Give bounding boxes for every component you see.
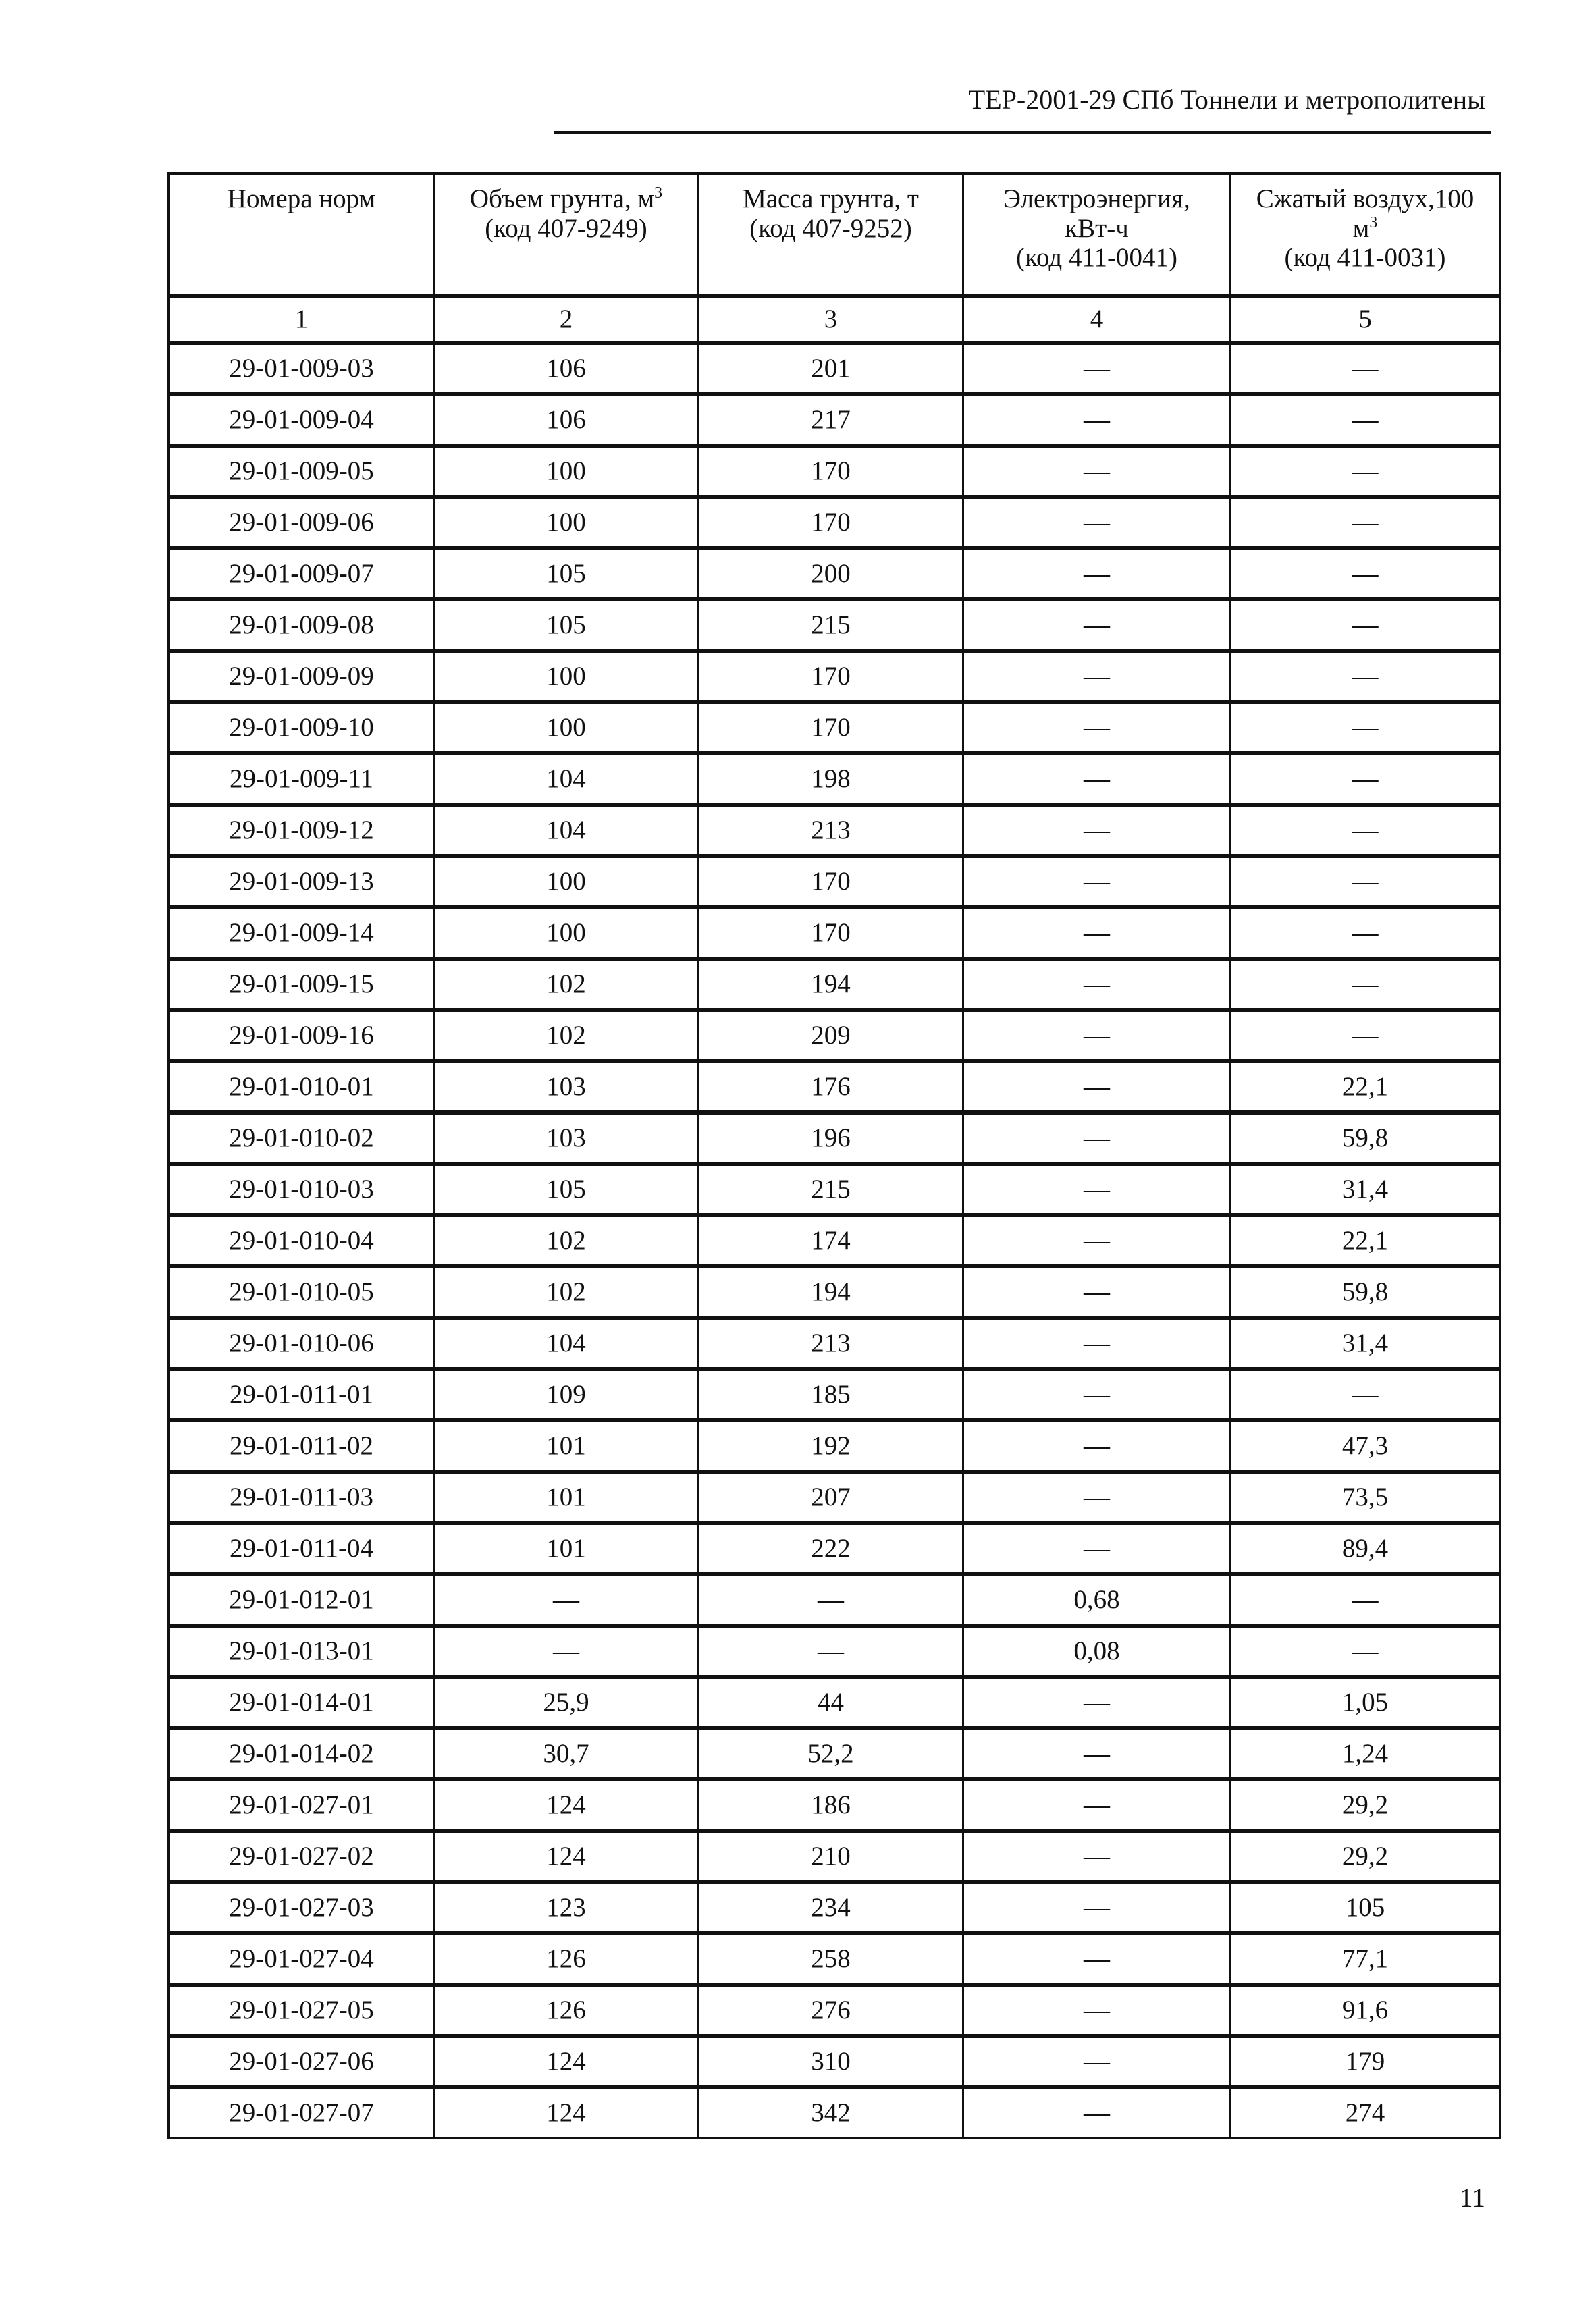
table-cell: — <box>964 1268 1231 1320</box>
table-cell: 29-01-011-04 <box>170 1525 435 1576</box>
table-row <box>170 1833 1499 1884</box>
table-cell: 104 <box>435 755 699 807</box>
table-cell: 170 <box>699 499 964 550</box>
table-cell: 170 <box>699 448 964 499</box>
table-cell: 207 <box>699 1474 964 1525</box>
column-header-electricity <box>964 175 1231 298</box>
table-cell: 0,08 <box>964 1628 1231 1679</box>
table-cell: — <box>964 1012 1231 1063</box>
table-row <box>170 1115 1499 1166</box>
table-cell: 342 <box>699 2089 964 2137</box>
table-cell: 102 <box>435 1217 699 1268</box>
table-cell: 29-01-009-16 <box>170 1012 435 1063</box>
table-cell: 29-01-027-01 <box>170 1781 435 1833</box>
table-row <box>170 704 1499 755</box>
table-cell: — <box>964 448 1231 499</box>
table-cell: 29-01-010-02 <box>170 1115 435 1166</box>
table-cell: 29-01-009-10 <box>170 704 435 755</box>
table-cell: 124 <box>435 2038 699 2089</box>
table-cell: — <box>964 807 1231 858</box>
table-cell: 217 <box>699 396 964 448</box>
table-cell: 29-01-013-01 <box>170 1628 435 1679</box>
table-row <box>170 396 1499 448</box>
table-row <box>170 1268 1499 1320</box>
table-cell: 29-01-009-06 <box>170 499 435 550</box>
table-cell: 100 <box>435 704 699 755</box>
table-cell: — <box>964 1884 1231 1935</box>
table-cell: 25,9 <box>435 1679 699 1730</box>
table-cell: — <box>964 1781 1231 1833</box>
table-cell: — <box>435 1576 699 1628</box>
table-cell: — <box>1231 961 1499 1012</box>
column-number: 1 <box>170 298 435 345</box>
table-cell: 170 <box>699 858 964 909</box>
table-cell: — <box>964 858 1231 909</box>
table-row <box>170 1884 1499 1935</box>
table-cell: 196 <box>699 1115 964 1166</box>
table-row <box>170 1987 1499 2038</box>
table-row <box>170 858 1499 909</box>
table-cell: — <box>964 961 1231 1012</box>
table-cell: — <box>964 1474 1231 1525</box>
table-row <box>170 1217 1499 1268</box>
table-cell: — <box>964 653 1231 704</box>
table-cell: 103 <box>435 1115 699 1166</box>
table-cell: 101 <box>435 1422 699 1474</box>
table-row <box>170 1935 1499 1987</box>
table-cell: — <box>1231 345 1499 396</box>
table-cell: 124 <box>435 1833 699 1884</box>
table-cell: — <box>1231 1628 1499 1679</box>
table-cell: 89,4 <box>1231 1525 1499 1576</box>
page-number: 11 <box>1459 2182 1485 2213</box>
table-cell: 52,2 <box>699 1730 964 1781</box>
table-row <box>170 345 1499 396</box>
table-cell: — <box>964 499 1231 550</box>
table-cell: 77,1 <box>1231 1935 1499 1987</box>
column-header-line: (код 407-9252) <box>749 213 912 243</box>
table-cell: — <box>1231 807 1499 858</box>
table-cell: — <box>1231 550 1499 601</box>
table-cell: 0,68 <box>964 1576 1231 1628</box>
table-row <box>170 2038 1499 2089</box>
table-cell: 102 <box>435 1268 699 1320</box>
table-cell: 31,4 <box>1231 1166 1499 1217</box>
table-cell: 29-01-009-14 <box>170 909 435 961</box>
table-row <box>170 1012 1499 1063</box>
table-cell: 29-01-027-04 <box>170 1935 435 1987</box>
table-cell: — <box>964 1987 1231 2038</box>
table-cell: 104 <box>435 1320 699 1371</box>
table-cell: 73,5 <box>1231 1474 1499 1525</box>
table-cell: 106 <box>435 345 699 396</box>
table-row <box>170 1730 1499 1781</box>
table-cell: 100 <box>435 448 699 499</box>
table-row <box>170 1576 1499 1628</box>
table-cell: 100 <box>435 909 699 961</box>
table-cell: 30,7 <box>435 1730 699 1781</box>
table-row <box>170 961 1499 1012</box>
table-cell: 29-01-027-06 <box>170 2038 435 2089</box>
table-row <box>170 1525 1499 1576</box>
norms-table <box>167 172 1501 2139</box>
table-cell: — <box>964 601 1231 653</box>
table-cell: 310 <box>699 2038 964 2089</box>
column-number: 5 <box>1231 298 1499 345</box>
column-header-line: кВт-ч <box>1065 213 1129 243</box>
table-cell: 44 <box>699 1679 964 1730</box>
table-cell: 209 <box>699 1012 964 1063</box>
table-row <box>170 550 1499 601</box>
table-cell: 198 <box>699 755 964 807</box>
table-cell: 29-01-009-15 <box>170 961 435 1012</box>
table-cell: — <box>964 1115 1231 1166</box>
table-cell: 274 <box>1345 2097 1385 2127</box>
table-cell: 29-01-027-03 <box>170 1884 435 1935</box>
table-cell: 109 <box>435 1371 699 1422</box>
table-cell: 22,1 <box>1231 1063 1499 1115</box>
table-cell: 29-01-010-05 <box>170 1268 435 1320</box>
table-cell: 194 <box>699 1268 964 1320</box>
column-header-line: Сжатый воздух,100 <box>1256 184 1474 213</box>
table-cell: 201 <box>699 345 964 396</box>
table-cell: — <box>1231 909 1499 961</box>
table-cell: — <box>1231 499 1499 550</box>
column-number: 3 <box>699 298 964 345</box>
table-cell: 59,8 <box>1231 1268 1499 1320</box>
table-cell: — <box>699 1576 964 1628</box>
table-cell: 29-01-009-12 <box>170 807 435 858</box>
table-cell: 170 <box>699 653 964 704</box>
document-header: ТЕР-2001-29 СПб Тоннели и метрополитены <box>968 84 1485 115</box>
table-cell: 29,2 <box>1231 1781 1499 1833</box>
table-cell: 210 <box>699 1833 964 1884</box>
table-cell: — <box>1231 653 1499 704</box>
table-cell: 91,6 <box>1231 1987 1499 2038</box>
table-cell: 29-01-009-03 <box>170 345 435 396</box>
table-cell: — <box>964 1730 1231 1781</box>
table-cell: 185 <box>699 1371 964 1422</box>
table-cell: 29-01-010-04 <box>170 1217 435 1268</box>
table-cell: — <box>1231 1576 1499 1628</box>
table-cell: 215 <box>699 1166 964 1217</box>
table-cell: 100 <box>435 499 699 550</box>
column-header-line: Масса грунта, т <box>743 184 919 213</box>
table-body <box>170 345 1499 2137</box>
table-cell: — <box>699 1628 964 1679</box>
table-cell: — <box>1231 448 1499 499</box>
table-cell: 29-01-010-01 <box>170 1063 435 1115</box>
table-cell: — <box>1231 1371 1499 1422</box>
table-cell: — <box>1231 858 1499 909</box>
table-cell: 1,24 <box>1231 1730 1499 1781</box>
table-cell: 222 <box>699 1525 964 1576</box>
table-cell: 1,05 <box>1231 1679 1499 1730</box>
table-cell: — <box>1231 704 1499 755</box>
table-cell: 29-01-027-02 <box>170 1833 435 1884</box>
table-cell: 29-01-009-04 <box>170 396 435 448</box>
column-header-line: (код 411-0041) <box>1016 243 1177 273</box>
column-header-line: (код 411-0031) <box>1284 243 1446 273</box>
table-cell: 29-01-011-02 <box>170 1422 435 1474</box>
table-cell: — <box>964 550 1231 601</box>
table-cell: 194 <box>699 961 964 1012</box>
table-row <box>170 755 1499 807</box>
table-cell: — <box>964 345 1231 396</box>
table-cell: 29-01-011-03 <box>170 1474 435 1525</box>
table-cell: 29-01-009-09 <box>170 653 435 704</box>
table-cell: 29-01-010-03 <box>170 1166 435 1217</box>
table-cell: 103 <box>435 1063 699 1115</box>
table-row <box>170 909 1499 961</box>
table-row <box>170 1063 1499 1115</box>
column-header-norm-numbers <box>170 175 435 298</box>
table-row <box>170 499 1499 550</box>
table-cell: 213 <box>699 807 964 858</box>
table-cell: 29-01-014-02 <box>170 1730 435 1781</box>
table-row <box>170 1679 1499 1730</box>
table-cell: — <box>964 1833 1231 1884</box>
table-row <box>170 1628 1499 1679</box>
table-cell: 200 <box>699 550 964 601</box>
table-cell: 124 <box>435 1781 699 1833</box>
table-row <box>170 653 1499 704</box>
table-cell: — <box>1231 601 1499 653</box>
column-header-compressed-air <box>1231 175 1499 298</box>
table-cell: 101 <box>435 1474 699 1525</box>
column-header-line: $м^3$ <box>1352 213 1378 243</box>
table-cell: — <box>964 1679 1231 1730</box>
table-cell: 29-01-009-11 <box>170 755 435 807</box>
table-cell: 105 <box>1231 1884 1499 1935</box>
table-cell: 29-01-009-05 <box>170 448 435 499</box>
table-cell: 192 <box>699 1422 964 1474</box>
table-row <box>170 1371 1499 1422</box>
column-header-line: (код 407-9249) <box>485 213 647 243</box>
table-cell: 176 <box>699 1063 964 1115</box>
table-row <box>170 1422 1499 1474</box>
table-cell: 29-01-012-01 <box>170 1576 435 1628</box>
column-number: 2 <box>435 298 699 345</box>
table-cell: 29-01-027-05 <box>170 1987 435 2038</box>
table-cell: — <box>435 1628 699 1679</box>
table-cell: 105 <box>435 1166 699 1217</box>
table-cell: — <box>964 1063 1231 1115</box>
column-number: 4 <box>964 298 1231 345</box>
column-header-line: Номера норм <box>227 184 376 213</box>
table-cell: — <box>964 1371 1231 1422</box>
table-cell: 29-01-009-08 <box>170 601 435 653</box>
table-cell: — <box>964 1935 1231 1987</box>
table-cell: — <box>1231 1012 1499 1063</box>
table-cell: 100 <box>435 653 699 704</box>
column-header-line: Объем грунта, $м^3$ <box>469 184 663 213</box>
table-cell: 29-01-009-13 <box>170 858 435 909</box>
table-cell: 174 <box>699 1217 964 1268</box>
table-cell: 105 <box>435 601 699 653</box>
table-cell: — <box>964 1217 1231 1268</box>
table-cell: 102 <box>435 961 699 1012</box>
table-cell: — <box>1231 755 1499 807</box>
table-header-row <box>170 175 1499 298</box>
table-cell: 215 <box>699 601 964 653</box>
table-row <box>170 601 1499 653</box>
table-cell: — <box>964 2089 1231 2137</box>
table-cell: — <box>964 396 1231 448</box>
table-row <box>170 1474 1499 1525</box>
column-header-soil-volume <box>435 175 699 298</box>
table-cell: — <box>964 2038 1231 2089</box>
column-number-row <box>170 298 1499 345</box>
table-cell: 126 <box>435 1935 699 1987</box>
norms-table-container <box>167 172 1496 2139</box>
table-cell: 29-01-009-07 <box>170 550 435 601</box>
header-rule <box>554 131 1491 134</box>
table-cell: 100 <box>435 858 699 909</box>
table-cell: — <box>964 755 1231 807</box>
table-cell: 59,8 <box>1231 1115 1499 1166</box>
table-cell: 258 <box>699 1935 964 1987</box>
table-cell: 31,4 <box>1231 1320 1499 1371</box>
table-cell: 29,2 <box>1231 1833 1499 1884</box>
table-row <box>170 1320 1499 1371</box>
table-row <box>170 1781 1499 1833</box>
column-header-line: Электроэнергия, <box>1003 184 1190 213</box>
table-cell: 101 <box>435 1525 699 1576</box>
table-cell: 234 <box>699 1884 964 1935</box>
table-cell: 47,3 <box>1231 1422 1499 1474</box>
table-row <box>170 448 1499 499</box>
table-cell: — <box>964 1166 1231 1217</box>
table-cell: 104 <box>435 807 699 858</box>
table-cell: 106 <box>435 396 699 448</box>
table-cell: 29-01-027-07 <box>170 2089 435 2137</box>
table-cell: 105 <box>435 550 699 601</box>
table-cell: 123 <box>435 1884 699 1935</box>
table-cell: — <box>964 704 1231 755</box>
table-cell: — <box>964 1320 1231 1371</box>
table-cell: — <box>964 909 1231 961</box>
table-cell: 276 <box>699 1987 964 2038</box>
table-row <box>170 2089 1499 2137</box>
table-cell: 213 <box>699 1320 964 1371</box>
table-cell: 186 <box>699 1781 964 1833</box>
table-row <box>170 807 1499 858</box>
table-cell: 29-01-011-01 <box>170 1371 435 1422</box>
table-cell: 29-01-010-06 <box>170 1320 435 1371</box>
table-cell: 29-01-014-01 <box>170 1679 435 1730</box>
table-cell: 102 <box>435 1012 699 1063</box>
table-cell: 22,1 <box>1231 1217 1499 1268</box>
table-cell: 170 <box>699 704 964 755</box>
column-header-soil-mass <box>699 175 964 298</box>
table-row <box>170 1166 1499 1217</box>
table-cell: 170 <box>699 909 964 961</box>
table-cell: 126 <box>435 1987 699 2038</box>
table-cell: — <box>964 1525 1231 1576</box>
table-cell: — <box>964 1422 1231 1474</box>
table-cell: 179 <box>1231 2038 1499 2089</box>
table-cell: 124 <box>435 2089 699 2137</box>
table-cell: — <box>1231 396 1499 448</box>
